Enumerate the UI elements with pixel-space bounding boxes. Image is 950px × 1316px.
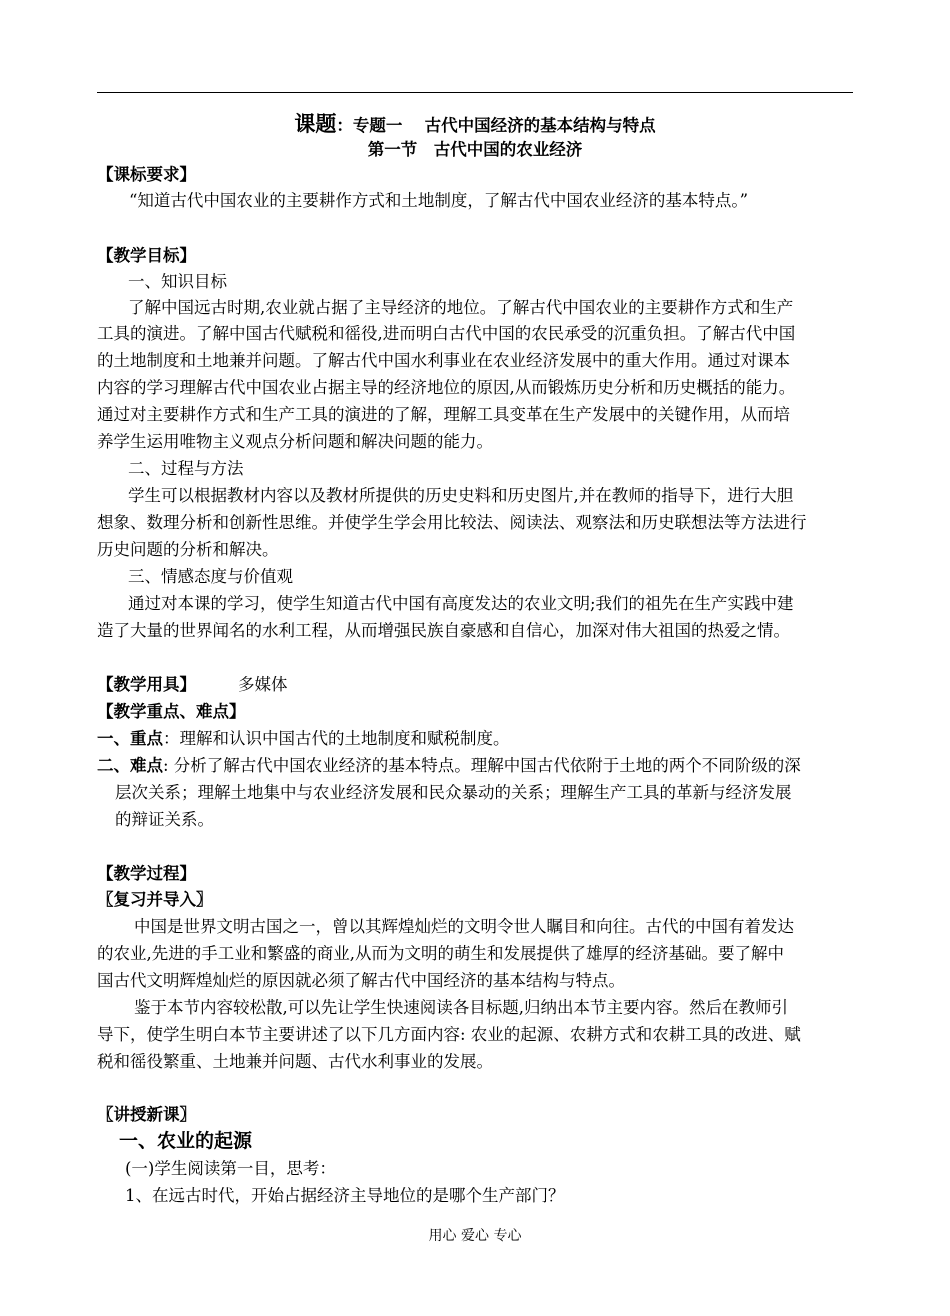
process-method-heading: 二、过程与方法 [128,459,244,478]
key-point-row [97,728,857,750]
review-line: 国古代文明辉煌灿烂的原因就必须了解古代中国经济的基本结构与特点。 [97,971,625,990]
knowledge-line: 通过对主要耕作方式和生产工具的演进的了解，理解工具变革在生产发展中的关键作用，从而培 [97,405,790,424]
title-colon: ： [336,116,353,135]
key-points-heading: 【教学重点、难点】 [97,702,246,721]
review-line: 中国是世界文明古国之一，曾以其辉煌灿烂的文明令世人瞩目和向往。古代的中国有着发达 [134,917,794,936]
process-method-line: 学生可以根据教材内容以及教材所提供的历史史料和历史图片,并在教师的指导下，进行大胆 [128,486,794,505]
values-line: 通过对本课的学习，使学生知道古代中国有高度发达的农业文明;我们的祖先在生产实践中建 [128,594,794,613]
difficult-point-line: 的辩证关系。 [115,810,214,829]
difficult-point-text: : 分析了解古代中国农业经济的基本特点。理解中国古代依附于土地的两个不同阶级的深 [163,756,801,775]
review-line: 税和徭役繁重、土地兼并问题、古代水利事业的发展。 [97,1052,493,1071]
difficult-point-line: 层次关系；理解土地集中与农业经济发展和民众暴动的关系；理解生产工具的革新与经济发展 [115,783,792,802]
knowledge-line: 内容的学习理解古代中国农业占据主导的经济地位的原因,从而锻炼历史分析和历史概括的能力。 [97,378,796,397]
reading-instruction: (一)学生阅读第一目，思考： [125,1159,336,1178]
new-lesson-heading: 〖讲授新课〗 [97,1105,196,1124]
key-point-label: 一、重点 [97,729,163,748]
key-point-text: ：理解和认识中国古代的土地制度和赋税制度。 [163,729,510,748]
standard-quote: “知道古代中国农业的主要耕作方式和土地制度，了解古代中国农业经济的基本特点。” [129,191,749,210]
knowledge-line: 养学生运用唯物主义观点分析问题和解决问题的能力。 [97,432,493,451]
knowledge-heading: 一、知识目标 [128,272,227,291]
lesson-title [0,110,950,138]
header-rule [97,92,853,93]
section-heading: 一、农业的起源 [119,1130,253,1152]
title-rest: 专题一 古代中国经济的基本结构与特点 [352,116,656,135]
knowledge-line: 的土地制度和土地兼并问题。了解古代中国水利事业在农业经济发展中的重大作用。通过对课本 [97,351,790,370]
review-line: 导下，使学生明白本节主要讲述了以下几方面内容: 农业的起源、农耕方式和农耕工具的改进、赋 [97,1025,801,1044]
values-line: 造了大量的世界闻名的水利工程，从而增强民族自豪感和自信心，加深对伟大祖国的热爱之情。 [97,621,790,640]
review-line: 的农业,先进的手工业和繁盛的商业,从而为文明的萌生和发展提供了雄厚的经济基础。要了解中 [97,944,784,963]
knowledge-line: 工具的演进。了解中国古代赋税和徭役,进而明白古代中国的农民承受的沉重负担。了解古代中国 [97,324,796,343]
process-method-line: 历史问题的分析和解决。 [97,540,279,559]
tools-row [97,674,857,696]
difficult-point-row [97,755,857,777]
tools-heading: 【教学用具】 [97,675,196,694]
process-method-line: 想象、数理分析和创新性思维。并使学生学会用比较法、阅读法、观察法和历史联想法等方法进行 [97,513,807,532]
objectives-heading: 【教学目标】 [97,246,196,265]
lesson-subtitle: 第一节 古代中国的农业经济 [367,140,583,159]
knowledge-line: 了解中国远古时期,农业就占据了主导经济的地位。了解古代中国农业的主要耕作方式和生产 [128,298,794,317]
review-heading: 〖复习并导入〗 [97,890,213,909]
tools-value: 多媒体 [238,675,288,694]
teaching-process-heading: 【教学过程】 [97,864,196,883]
question-item: 1、在远古时代，开始占据经济主导地位的是哪个生产部门？ [125,1186,565,1205]
title-prefix: 课题 [294,112,337,136]
values-heading: 三、情感态度与价值观 [128,567,293,586]
review-line: 鉴于本节内容较松散,可以先让学生快速阅读各目标题,归纳出本节主要内容。然后在教师引 [134,998,788,1017]
difficult-point-label: 二、难点 [97,756,163,775]
page-footer: 用心 爱心 专心 [428,1228,522,1244]
standard-heading: 【课标要求】 [97,165,196,184]
